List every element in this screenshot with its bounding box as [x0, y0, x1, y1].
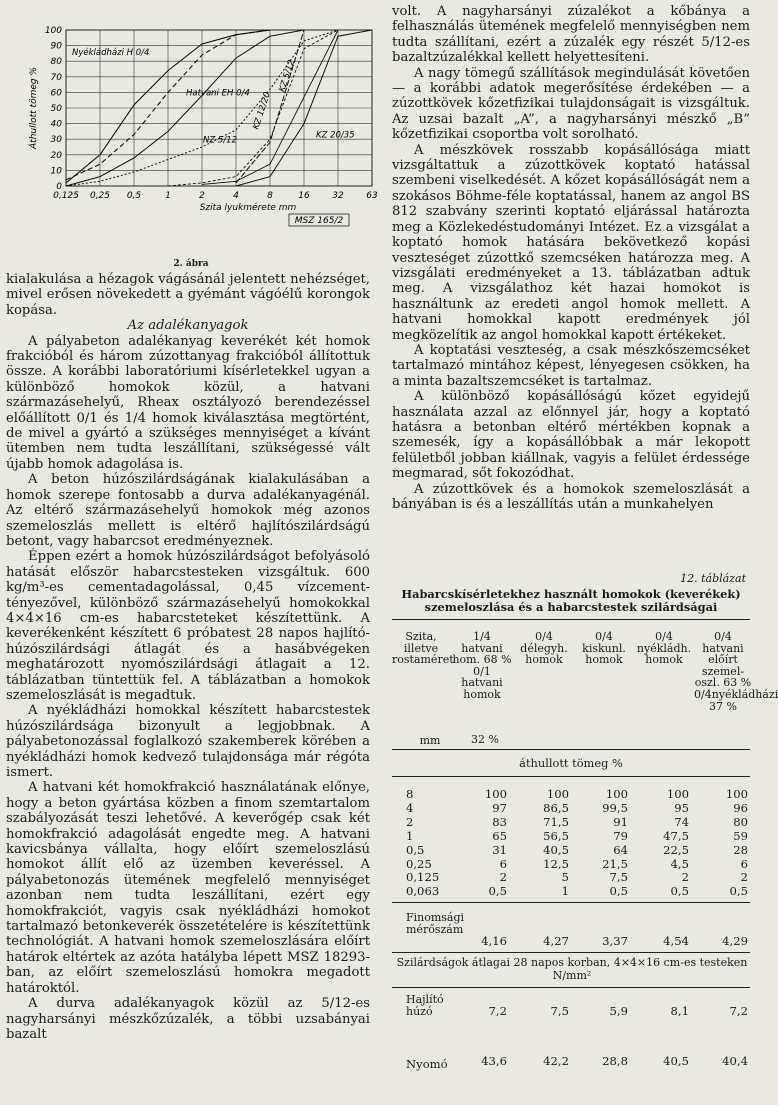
bending-value: 7,2 — [729, 1004, 748, 1018]
paragraph: A pályabeton adalékanyag keverékét két homok frakcióból és három zúzottanyag frakcióból állítottuk össze. A korábbi laboratóriumi kísérletekkel ugyan a különböző homokok közül, a hatvani származásehelyű, Rheax osztályozó berendezéssel előállított 0/1 és 1/4 homok kiválasztása megtörtént, de mivel a gyártó a szükséges mennyiséget a kívánt ütemben nem tudta leszállítani, szükségessé vált újabb homok adagolása is. — [6, 333, 370, 472]
table-cell: 0,5 — [488, 884, 507, 899]
x-tick-label: 4 — [233, 191, 239, 201]
table-cell: 59 — [733, 828, 748, 843]
table-cell: 5 — [561, 870, 569, 885]
table-unit-mm: mm — [419, 734, 441, 747]
table-cell: 21,5 — [602, 856, 628, 871]
table-rule — [392, 952, 750, 953]
table-cell: 100 — [725, 787, 748, 801]
curve-label: Nyékládházi H 0/4 — [72, 47, 150, 58]
x-axis-label: Szita lyukmérete mm — [199, 203, 297, 213]
table-cell: 56,5 — [543, 828, 569, 843]
y-tick-label: 60 — [50, 88, 62, 99]
y-tick-label: 100 — [44, 26, 62, 36]
x-tick-label: 2 — [199, 191, 205, 201]
table-header-col: 0/4 kiskunl. homok — [582, 630, 626, 667]
sieve-size: 4 — [406, 800, 414, 815]
paragraph: A nyékládházi homokkal készített habarcstestek húzószilárdsága bizonyult a legjobbnak. A pályabetonozással foglalkozó szakemberek körében a nyékládházi homok kedvező tulajdonsága már régóta ismert. — [6, 703, 370, 780]
table-cell: 100 — [605, 787, 628, 801]
table-header-col: 0/4 délegyh. homok — [520, 630, 568, 667]
x-tick-label: 16 — [298, 191, 310, 201]
table-cell: 80 — [733, 814, 748, 829]
sieve-size: 0,063 — [406, 884, 440, 899]
paragraph: volt. A nagyharsányi zúzalékot a kőbánya a felhasználás ütemének megfelelő mennyiségben nem tudta szállítani, ezért a zúzalék egy részét 5/12-es bazaltzúzalékkal kellett helyettesíteni. — [392, 4, 750, 66]
curve-label: Hatvani EH 0/4 — [186, 88, 250, 99]
figure-caption: 2. ábra — [173, 259, 209, 269]
curve-label: KZ 20/35 — [316, 130, 355, 141]
y-tick-label: 40 — [50, 119, 62, 130]
table-cell: 95 — [674, 800, 689, 815]
paragraph: Éppen ezért a homok húzószilárdságot befolyásoló hatását először habarcstesteken vizsgáltuk. 600 kg/m³-es cementadagolással, 0,45 vízcementtényezővel, különböző származásehelyű homokokkal 4×4×16 cm-es habarcsteteket készítettünk. A keverékenként készített 6 próbatest 28 napos hajlító-húzószilárdsági átlagát és a hasábvégeken meghatározott nyomószilárdsági átlagait a 12. táblázatban tüntettük fel. A táblázatban a homokok szemeloszlását is megadtuk. — [6, 549, 370, 703]
table-cell: 0,5 — [609, 884, 628, 899]
table-label: 12. táblázat — [680, 572, 746, 585]
x-tick-label: 0,125 — [53, 191, 79, 201]
fineness-value: 4,16 — [481, 934, 507, 948]
table-pct-32: 32 % — [471, 733, 499, 746]
table-cell: 1 — [561, 884, 569, 899]
curve-label: KZ 12/20 — [251, 90, 273, 131]
y-tick-label: 20 — [50, 150, 62, 161]
y-tick-label: 0 — [56, 182, 62, 192]
x-tick-label: 1 — [165, 191, 171, 201]
curve-label: NZ 5/12 — [203, 135, 237, 146]
paragraph: A beton húzószilárdságának kialakulásában a homok szerepe fontosabb a durva adalékanyagénál. Az eltérő származásehelyű homokok még azonos szemeloszlás mellett is eltérő hajlítószilárdságú betont, vagy habarcsot eredményeznek. — [6, 472, 370, 549]
paragraph: kialakulása a hézagok vágásánál jelentett nehézséget, mivel erősen növekedett a gyémánt vágóélű korongok kopása. — [6, 272, 370, 318]
table-cell: 2 — [740, 870, 748, 885]
table-cell: 71,5 — [543, 814, 569, 829]
table-header-col: 0/4 hatvani előírt szemel-oszl. 63 % 0/4nyékládházi 37 % — [694, 630, 778, 713]
table-cell: 96 — [733, 800, 748, 815]
table-rule — [392, 987, 750, 988]
sieve-size: 0,25 — [406, 856, 432, 871]
sieve-size: 0,5 — [406, 842, 425, 857]
table-header-col: 1/4 hatvani hom. 68 % 0/1 hatvani homok — [452, 630, 512, 701]
bending-value: 7,5 — [550, 1004, 569, 1018]
table-cell: 31 — [492, 842, 507, 857]
table-cell: 0,5 — [670, 884, 689, 899]
right-column — [392, 4, 750, 512]
y-tick-label: 30 — [50, 135, 62, 146]
bending-value: 8,1 — [670, 1004, 689, 1018]
compress-value: 42,2 — [543, 1054, 569, 1068]
compress-value: 40,4 — [722, 1054, 748, 1068]
paragraph: A mészkövek rosszabb kopásállósága miatt vizsgáltattuk a zúzottkövek koptató hatással szembeni viselkedését. A kőzet kopásállóságát nem a szokásos Böhme-féle koptatással, hanem az angol BS 812 szabvány szerinti koptató eljárással határozta meg a Közlekedéstudományi Intézet. Ez a vizsgálat a koptató homok hatására bekövetkező kopási veszteséget zúzottkő szemcséken határozza meg. A vizsgálati eredményeket a 13. táblázatban adtuk meg. A vizsgálathoz két hazai homokot is használtunk az eredeti angol homok mellett. A hatvani homokkal kapott eredmények jól megközelítik az angol homokkal kapott értékeket. — [392, 142, 750, 343]
curve-label: KZ 5/12 — [277, 58, 298, 94]
bending-value: 7,2 — [488, 1004, 507, 1018]
table-header-col: 0/4 nyékládh. homok — [636, 630, 692, 667]
table-cell: 86,5 — [543, 800, 569, 815]
table-cell: 7,5 — [609, 870, 628, 885]
table-cell: 100 — [546, 787, 569, 801]
table-cell: 4,5 — [670, 856, 689, 871]
paragraph: A hatvani két homokfrakció használatának előnye, hogy a beton gyártása közben a finom szemtartalom szabályozását teszi lehetővé. A keverőgép csak két homokfrakció adagolását engedte meg. A hatvani kavicsbánya vállalta, hogy előírt szemeloszlású homokot állít elő az üzemben keveréssel. A pályabetonozás ütemének megfelelő mennyiséget azonban nem tudta leszállítani, ezért egy homokfrakciót, vagyis csak nyékládházi homokot tartalmazó betonkeverék összetételére is készítettünk technológiát. A hatvani homok szemeloszlására előírt határok eltértek az azóta hatályba lépett MSZ 18293-ban, az előírt szemeloszlású homokra megadott határoktól. — [6, 780, 370, 996]
sieve-size: 2 — [406, 814, 414, 829]
sieve-curve-figure — [0, 0, 382, 272]
table-cell: 100 — [484, 787, 507, 801]
y-axis-label: Áthullott tömeg % — [29, 67, 39, 149]
y-tick-label: 70 — [50, 72, 62, 83]
table-cell: 100 — [666, 787, 689, 801]
paragraph: A koptatási veszteség, a csak mészkőszemcséket tartalmazó mintához képest, lényegesen csökken, ha a minta bazaltszemcséket is tartalmaz. — [392, 342, 750, 389]
y-tick-label: 80 — [50, 57, 62, 68]
fineness-value: 4,54 — [663, 934, 689, 948]
standard-label: MSZ 165/2 — [294, 216, 344, 226]
compress-value: 28,8 — [602, 1054, 628, 1068]
table-cell: 99,5 — [602, 800, 628, 815]
y-tick-label: 50 — [50, 104, 62, 114]
x-tick-label: 8 — [267, 191, 273, 201]
compress-value: 40,5 — [663, 1054, 689, 1068]
fineness-value: 3,37 — [602, 934, 628, 948]
table-cell: 79 — [613, 828, 628, 843]
paragraph: A nagy tömegű szállítások megindulását követően — a korábbi adatok megerősítése érdekében — a zúzottkövek kőzetfizikai tulajdonságait is vizsgáltuk. Az uzsai bazalt „A”, a nagyharsányi mészkő „B” kőzetfizikai csoportba volt sorolható. — [392, 65, 750, 143]
compress-label: Nyomó — [406, 1057, 448, 1071]
x-tick-label: 32 — [332, 191, 344, 201]
table-rule — [392, 902, 750, 903]
y-tick-label: 10 — [50, 166, 62, 177]
table-cell: 22,5 — [663, 842, 689, 857]
table-header-sieve: Szita, illetve rostaméret — [392, 630, 454, 667]
table-cell: 12,5 — [543, 856, 569, 871]
table-cell: 0,5 — [729, 884, 748, 899]
sieve-size: 0,125 — [406, 870, 440, 885]
x-tick-label: 0,25 — [89, 191, 111, 201]
table-rule — [392, 776, 750, 777]
table-title: Habarcskísérletekhez használt homokok (keverékek) szemeloszlása és a habarcstestek szilárdságai — [401, 587, 741, 614]
fineness-value: 4,29 — [722, 934, 748, 948]
sieve-curve-chart — [0, 0, 382, 272]
table-cell: 91 — [613, 814, 628, 829]
x-tick-label: 63 — [366, 191, 378, 201]
table-cell: 2 — [681, 870, 689, 885]
table-cell: 97 — [492, 800, 507, 815]
table-cell: 28 — [733, 842, 748, 857]
fineness-value: 4,27 — [543, 934, 569, 948]
compress-value: 43,6 — [481, 1054, 507, 1068]
table-rule — [392, 749, 750, 750]
sieve-size: 1 — [406, 828, 414, 843]
table-cell: 6 — [740, 856, 748, 871]
bending-label: Hajlító húzó — [406, 993, 444, 1018]
paragraph: A durva adalékanyagok közül az 5/12-es nagyharsányi mészkőzúzalék, a többi uzsabányai bazalt — [6, 996, 370, 1042]
section-heading: Az adalékanyagok — [127, 318, 249, 334]
y-tick-label: 90 — [50, 41, 62, 52]
x-tick-label: 0,5 — [126, 191, 142, 201]
table-rule — [392, 619, 750, 620]
paragraph: A különböző kopásállóságú kőzet egyidejű használata azzal az előnnyel jár, hogy a koptató hatásra a betonban eltérő mértékben kopnak a szemesék, így a kopásállóbbak a már lekopott felületből jobban kiállnak, vagyis a felület érdessége megmarad, sőt fokozódhat. — [392, 389, 750, 482]
table-cell: 65 — [492, 828, 507, 843]
fineness-label: Finomsági mérőszám — [406, 911, 465, 936]
strength-heading: Szilárdságok átlagai 28 napos korban, 4×4×16 cm-es testeken N/mm² — [396, 956, 748, 982]
table-section-pass: áthullott tömeg % — [519, 756, 623, 770]
paragraph: A zúzottkövek és a homokok szemeloszlását a bányában is és a leszállítás után a munkahelyen — [392, 481, 750, 512]
table-cell: 47,5 — [663, 828, 689, 843]
table-cell: 2 — [499, 870, 507, 885]
table-cell: 6 — [499, 856, 507, 871]
left-column — [6, 272, 370, 1042]
table-cell: 40,5 — [543, 842, 569, 857]
sieve-size: 8 — [406, 787, 414, 801]
bending-value: 5,9 — [609, 1004, 628, 1018]
table-cell: 64 — [613, 842, 628, 857]
table-cell: 74 — [674, 814, 689, 829]
table-cell: 83 — [492, 814, 507, 829]
